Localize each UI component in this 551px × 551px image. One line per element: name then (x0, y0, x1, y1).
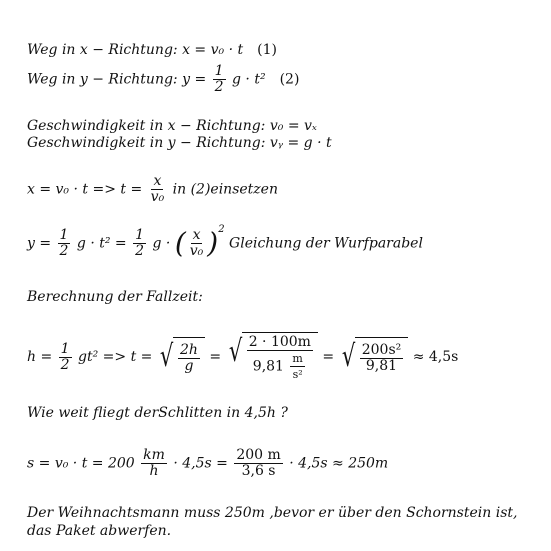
fallzeit-result: ≈ 4,5s (412, 349, 459, 365)
fraction-one-half: $\frac{1}{2}$ (60, 340, 70, 373)
sqrt-simplified: √ $\frac{\text{200s²}}{9,81}$ (339, 337, 409, 377)
equation-number-1: (1) (257, 42, 277, 58)
fallzeit-heading: Berechnung der Fallzeit: (27, 289, 203, 305)
einsetzen-equation: x = v₀ · t => t = $\frac{x}{\text{v₀}}$ in (2)einsetzen (27, 173, 278, 205)
geschwindigkeit-x: Geschwindigkeit in x − Richtung: v₀ = vₓ (27, 118, 317, 134)
conclusion-line-2: das Paket abwerfen. (27, 523, 172, 539)
fraction-one-half: $\frac{1}{2}$ (214, 63, 224, 95)
weg-y-equation: Weg in y − Richtung: y = $\frac{1}{2}$ g · t² (2) (27, 63, 300, 95)
geschwindigkeit-y: Geschwindigkeit in y − Richtung: vᵧ = g · t (27, 135, 332, 151)
wurfparabel-equation: y = $\frac{1}{2}$ g · t² = $\frac{1}{2}$ g · ( $\frac{x}{\text{v₀}}$ )$^2$ Gleichung der Wurfparabel (27, 223, 423, 260)
conclusion-line-1: Der Weihnachtsmann muss 250m ,bevor er über den Schornstein ist, (27, 505, 518, 521)
sqrt-2h-over-g: √ $\frac{2h}{g}$ (157, 337, 205, 377)
fraction-x-over-v0: $\frac{x}{\text{v₀}}$ (150, 173, 165, 205)
equation-number-2: (2) (279, 71, 300, 88)
fallzeit-equation: h = $\frac{1}{2}$ gt² => t = √ $\frac{2h}{g}$ = √ 2 · 100m 9,81 $\frac{m}{\text{s²}}$ = √ $\frac{\text{200s²}}{9,81}$ ≈ 4,5s (27, 334, 459, 381)
wurfparabel-label: Gleichung der Wurfparabel (229, 235, 423, 252)
sqrt-numeric: √ 2 · 100m 9,81 $\frac{m}{\text{s²}}$ (226, 332, 318, 382)
fraction-one-half: $\frac{1}{2}$ (135, 227, 145, 259)
fraction-x-over-v0: $\frac{x}{\text{v₀}}$ (189, 227, 204, 259)
exponent-two: 2 (218, 223, 225, 235)
fraction-one-half: $\frac{1}{2}$ (59, 227, 69, 259)
fraction-km-over-h: $\frac{km}{h}$ (143, 447, 165, 479)
fraction-velocity-conversion: $\frac{200 m}{3,6 s}$ (236, 447, 281, 479)
close-paren: ) (207, 226, 219, 260)
weite-equation: s = v₀ · t = 200 $\frac{km}{h}$ · 4,5s = $\frac{200 m}{3,6 s}$ · 4,5s ≈ 250m (27, 447, 389, 479)
schlitten-question: Wie weit fliegt derSchlitten in 4,5h ? (27, 405, 288, 421)
open-paren: ( (174, 226, 186, 260)
weg-x-equation: Weg in x − Richtung: x = v₀ · t (1) (27, 42, 277, 58)
